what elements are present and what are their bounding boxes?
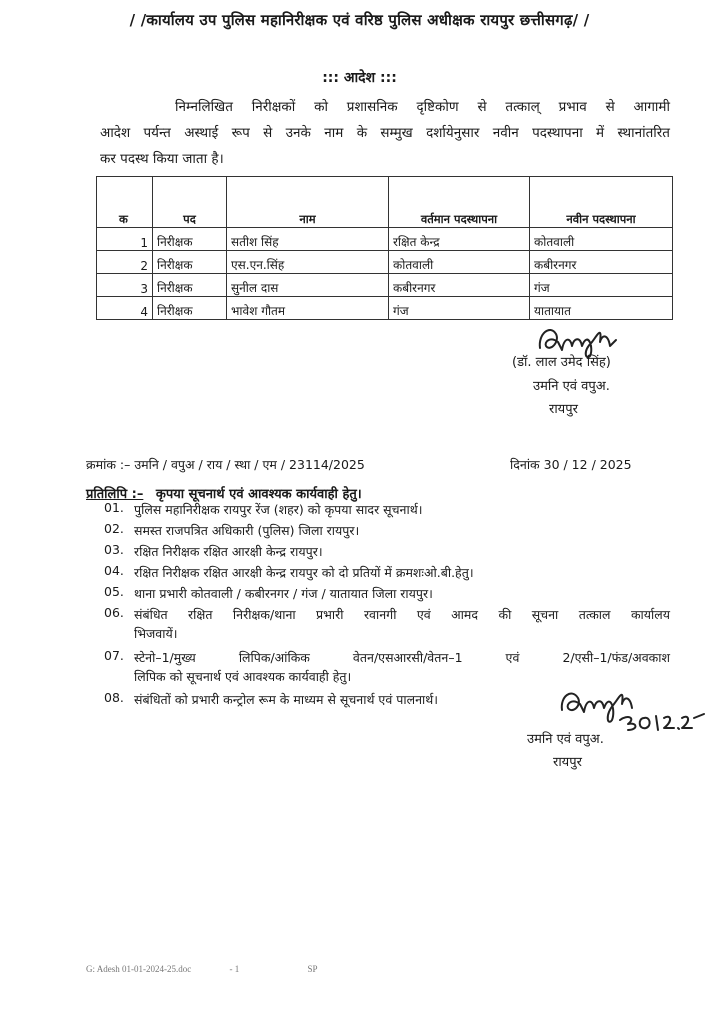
footer-page-number: - 1 (229, 964, 240, 974)
order-paragraph (100, 94, 670, 172)
item-number: 05. (104, 584, 124, 599)
order-date: दिनांक 30 / 12 / 2025 (510, 457, 632, 472)
copy-purpose: कृपया सूचनार्थ एवं आवश्यक कार्यवाही हेतु। (155, 487, 362, 502)
header-name: नाम (227, 177, 389, 228)
item-text: रक्षित निरीक्षक रक्षित आरक्षी केन्द्र रायपुर। (134, 544, 323, 559)
item-number: 04. (104, 563, 124, 578)
cell-name: सतीश सिंह (227, 228, 389, 251)
signatory-name: (डॉ. लाल उमेद सिंह) (512, 355, 611, 370)
cell-serial: 3 (97, 274, 153, 297)
item-number: 02. (104, 521, 124, 536)
cell-current-posting: रक्षित केन्द्र (389, 228, 530, 251)
copy-label-text: प्रतिलिपि :– (86, 487, 144, 502)
cell-new-posting: यातायात (530, 297, 673, 320)
footer-file-path: G: Adesh 01-01-2024-25.doc (86, 964, 192, 974)
cell-serial: 1 (97, 228, 153, 251)
paragraph-line-1: निम्नलिखित निरीक्षकों को प्रशासनिक दृष्टिकोण से तत्काल् प्रभाव से आगामी (175, 99, 670, 115)
item-number: 08. (104, 690, 124, 705)
item-text: संबंधित रक्षित निरीक्षक/थाना प्रभारी रवानगी एवं आमद की सूचना तत्काल कार्यालय (134, 607, 670, 622)
cell-name: भावेश गौतम (227, 297, 389, 320)
item-number: 06. (104, 605, 124, 620)
signatory-2-city: रायपुर (553, 755, 582, 770)
cell-current-posting: गंज (389, 297, 530, 320)
item-text-continued: भिजवायें। (134, 626, 178, 641)
item-text: पुलिस महानिरीक्षक रायपुर रेंज (शहर) को कृपया सादर सूचनार्थ। (134, 502, 423, 517)
footer-initials: SP (307, 964, 318, 974)
paragraph-line-2: आदेश पर्यन्त अस्थाई रूप से उनके नाम के सम्मुख दर्शायेनुसार नवीन पदस्थापना में स्थानांतरित (100, 125, 670, 141)
office-header: / /कार्यालय उप पुलिस महानिरीक्षक एवं वरिष्ठ पुलिस अधीक्षक रायपुर छत्तीसगढ़/ / (129, 11, 590, 29)
signature-2-image (558, 684, 708, 732)
cell-current-posting: कबीरनगर (389, 274, 530, 297)
cell-post: निरीक्षक (153, 251, 227, 274)
paragraph-line-3: कर पदस्थ किया जाता है। (100, 151, 224, 167)
item-text: थाना प्रभारी कोतवाली / कबीरनगर / गंज / यातायात जिला रायपुर। (134, 586, 433, 601)
header-current-posting: वर्तमान पदस्थापना (389, 177, 530, 228)
header-new-posting: नवीन पदस्थापना (530, 177, 673, 228)
cell-post: निरीक्षक (153, 228, 227, 251)
cell-post: निरीक्षक (153, 274, 227, 297)
order-number: क्रमांक :– उमनि / वपुअ / राय / स्था / एम / 23114/2025 (86, 457, 365, 472)
item-number: 07. (104, 648, 124, 663)
table-row (97, 228, 673, 251)
cell-new-posting: गंज (530, 274, 673, 297)
cell-post: निरीक्षक (153, 297, 227, 320)
table-row (97, 251, 673, 274)
item-text: संबंधितों को प्रभारी कन्ट्रोल रूम के माध्यम से सूचनार्थ एवं पालनार्थ। (134, 692, 438, 707)
item-number: 01. (104, 500, 124, 515)
order-heading: ::: आदेश ::: (322, 70, 397, 86)
header-post: पद (153, 177, 227, 228)
item-text: रक्षित निरीक्षक रक्षित आरक्षी केन्द्र रायपुर को दो प्रतियों में क्रमशःओ.बी.हेतु। (134, 565, 474, 580)
item-text-continued: लिपिक को सूचनार्थ एवं आवश्यक कार्यवाही हेतु। (134, 669, 352, 684)
header-serial: क (97, 177, 153, 228)
cell-name: सुनील दास (227, 274, 389, 297)
cell-name: एस.एन.सिंह (227, 251, 389, 274)
signatory-city: रायपुर (549, 402, 578, 417)
page-footer (86, 964, 334, 974)
cell-serial: 2 (97, 251, 153, 274)
item-text: स्टेनो–1/मुख्य लिपिक/आंकिक वेतन/एसआरसी/वेतन–1 एवं 2/एसी–1/फंड/अवकाश (134, 650, 670, 665)
cell-current-posting: कोतवाली (389, 251, 530, 274)
item-text: समस्त राजपत्रित अधिकारी (पुलिस) जिला रायपुर। (134, 523, 360, 538)
signatory-designation: उमनि एवं वपुअ. (533, 379, 610, 394)
cell-serial: 4 (97, 297, 153, 320)
transfer-table (96, 176, 673, 320)
cell-new-posting: कबीरनगर (530, 251, 673, 274)
table-row (97, 274, 673, 297)
signatory-2-designation: उमनि एवं वपुअ. (527, 732, 604, 747)
cell-new-posting: कोतवाली (530, 228, 673, 251)
table-header-row (97, 177, 673, 228)
item-number: 03. (104, 542, 124, 557)
